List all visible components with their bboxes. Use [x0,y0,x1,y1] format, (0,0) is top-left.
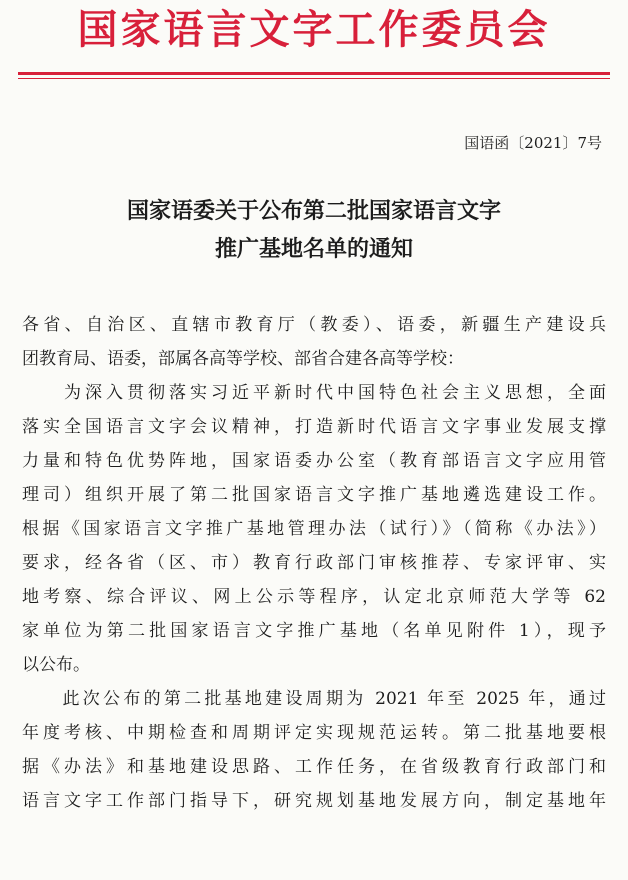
body-line: 语言文字工作部门指导下，研究规划基地发展方向，制定基地年 [22,791,606,811]
body-line: 为深入贯彻落实习近平新时代中国特色社会主义思想，全面 [22,383,606,403]
body-line: 据《办法》和基地建设思路、工作任务，在省级教育行政部门和 [22,757,606,777]
body-line: 各省、自治区、直辖市教育厅（教委）、语委，新疆生产建设兵 [22,315,606,335]
notice-title [0,193,628,269]
body-line: 要求，经各省（区、市）教育行政部门审核推荐、专家评审、实 [22,553,606,573]
body-line: 以公布。 [22,655,90,675]
document-number: 国语函〔2021〕7号 [464,134,602,152]
body-line: 地考察、综合评议、网上公示等程序，认定北京师范大学等 62 [22,587,606,607]
header-rule-thin [18,78,610,79]
body-line: 理司）组织开展了第二批国家语言文字推广基地遴选建设工作。 [22,485,606,505]
body-line: 力量和特色优势阵地，国家语委办公室（教育部语言文字应用管 [22,451,606,471]
organization-header: 国家语言文字工作委员会 [77,7,551,53]
body-line: 家单位为第二批国家语言文字推广基地（名单见附件 1），现予 [22,621,606,641]
notice-title-line-2: 推广基地名单的通知 [214,237,413,262]
body-line: 团教育局、语委，部属各高等学校、部省合建各高等学校： [22,349,464,369]
header-rule-thick [18,72,610,75]
notice-title-line-1: 国家语委关于公布第二批国家语言文字 [126,199,501,224]
body-line: 根据《国家语言文字推广基地管理办法（试行）》（简称《办法》） [22,519,606,539]
notice-body [22,308,606,818]
body-line: 此次公布的第二批基地建设周期为 2021 年至 2025 年，通过 [22,689,606,709]
body-line: 落实全国语言文字会议精神，打造新时代语言文字事业发展支撑 [22,417,606,437]
body-line: 年度考核、中期检查和周期评定实现规范运转。第二批基地要根 [22,723,606,743]
